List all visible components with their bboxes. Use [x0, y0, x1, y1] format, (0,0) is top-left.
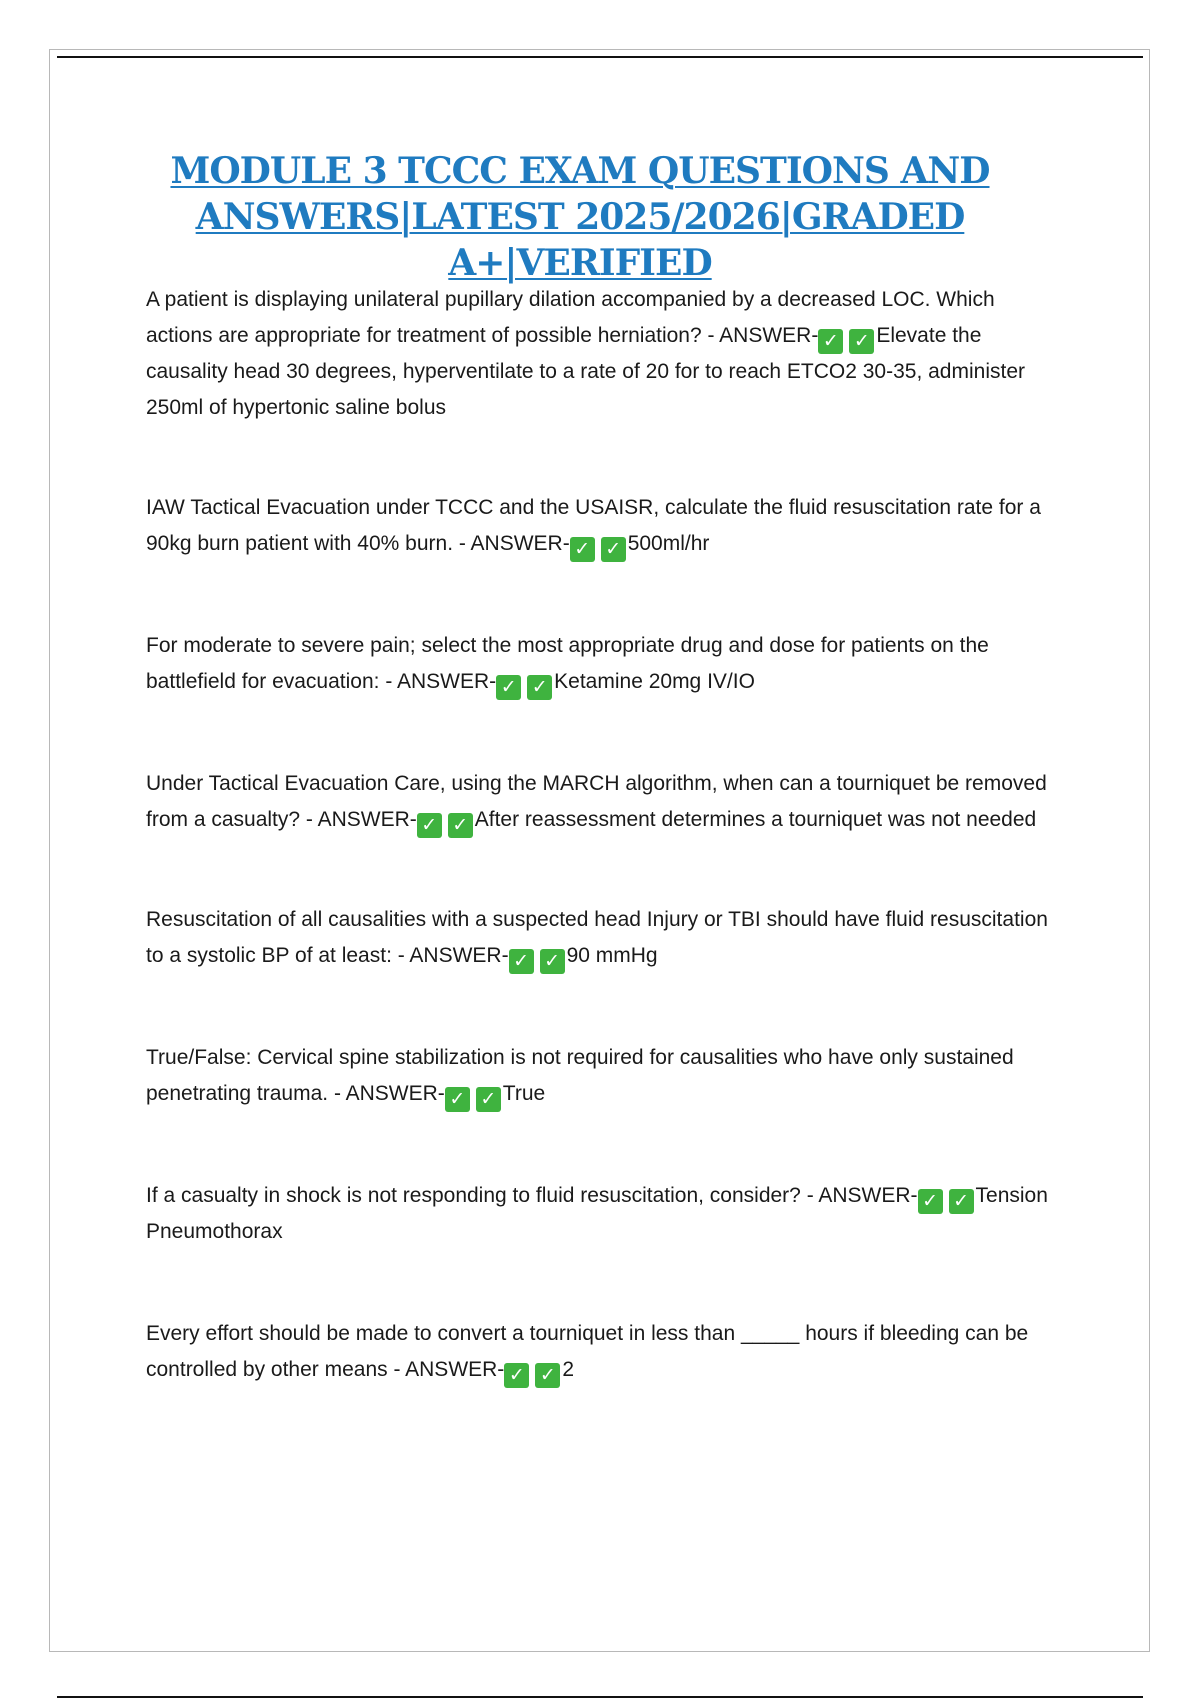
answer-text: 90 mmHg — [566, 944, 658, 967]
question-text: Every effort should be made to convert a tourniquet in less than _____ hours if bleeding can be controlled by other means - ANSWER- — [146, 1322, 1029, 1381]
qa-item — [146, 490, 1066, 562]
check-mark-icon: ✓ — [448, 813, 473, 838]
qa-item — [146, 1040, 1066, 1112]
check-mark-icon: ✓ — [535, 1363, 560, 1388]
check-mark-icon: ✓ — [849, 329, 874, 354]
check-mark-icon: ✓ — [570, 537, 595, 562]
top-rule — [57, 56, 1143, 58]
answer-text: Tension Pneumothorax — [146, 1184, 1048, 1243]
qa-item — [146, 1178, 1066, 1250]
check-mark-icon: ✓ — [540, 949, 565, 974]
question-text: True/False: Cervical spine stabilization is not required for causalities who have only sustained penetrating trauma. - ANSWER- — [146, 1046, 1014, 1105]
qa-list — [146, 282, 1066, 1388]
bottom-rule — [57, 1696, 1143, 1698]
question-text: A patient is displaying unilateral pupillary dilation accompanied by a decreased LOC. Which actions are appropriate for treatment of possible herniation? - ANSWER- — [146, 288, 995, 347]
check-mark-icon: ✓ — [476, 1087, 501, 1112]
answer-text: Elevate the causality head 30 degrees, hyperventilate to a rate of 20 for to reach ETCO2 30-35, administer 250ml of hypertonic saline bolus — [146, 324, 1025, 419]
check-mark-icon: ✓ — [504, 1363, 529, 1388]
qa-item — [146, 902, 1066, 974]
check-mark-icon: ✓ — [496, 675, 521, 700]
question-text: IAW Tactical Evacuation under TCCC and the USAISR, calculate the fluid resuscitation rate for a 90kg burn patient with 40% burn. - ANSWER- — [146, 496, 1041, 555]
answer-text: 500ml/hr — [627, 532, 710, 555]
answer-text: After reassessment determines a tourniquet was not needed — [474, 808, 1037, 831]
check-mark-icon: ✓ — [818, 329, 843, 354]
check-mark-icon: ✓ — [509, 949, 534, 974]
check-mark-icon: ✓ — [445, 1087, 470, 1112]
question-text: For moderate to severe pain; select the most appropriate drug and dose for patients on the battlefield for evacuation: - ANSWER- — [146, 634, 989, 693]
answer-text: Ketamine 20mg IV/IO — [554, 670, 755, 693]
answer-text: 2 — [562, 1358, 574, 1381]
qa-item — [146, 1316, 1066, 1388]
qa-item — [146, 628, 1066, 700]
answer-text: True — [502, 1082, 546, 1105]
qa-item — [146, 282, 1066, 426]
question-text: Resuscitation of all causalities with a suspected head Injury or TBI should have fluid resuscitation to a systolic BP of at least: - ANSWER- — [146, 908, 1048, 967]
check-mark-icon: ✓ — [949, 1189, 974, 1214]
question-text: Under Tactical Evacuation Care, using the MARCH algorithm, when can a tourniquet be removed from a casualty? - ANSWER- — [146, 772, 1047, 831]
qa-item — [146, 766, 1066, 838]
check-mark-icon: ✓ — [527, 675, 552, 700]
check-mark-icon: ✓ — [417, 813, 442, 838]
document-title: MODULE 3 TCCC EXAM QUESTIONS AND ANSWERS|LATEST 2025/2026|GRADED A+|VERIFIED — [170, 150, 990, 284]
check-mark-icon: ✓ — [918, 1189, 943, 1214]
question-text: If a casualty in shock is not responding to fluid resuscitation, consider? - ANSWER- — [146, 1184, 918, 1207]
check-mark-icon: ✓ — [601, 537, 626, 562]
